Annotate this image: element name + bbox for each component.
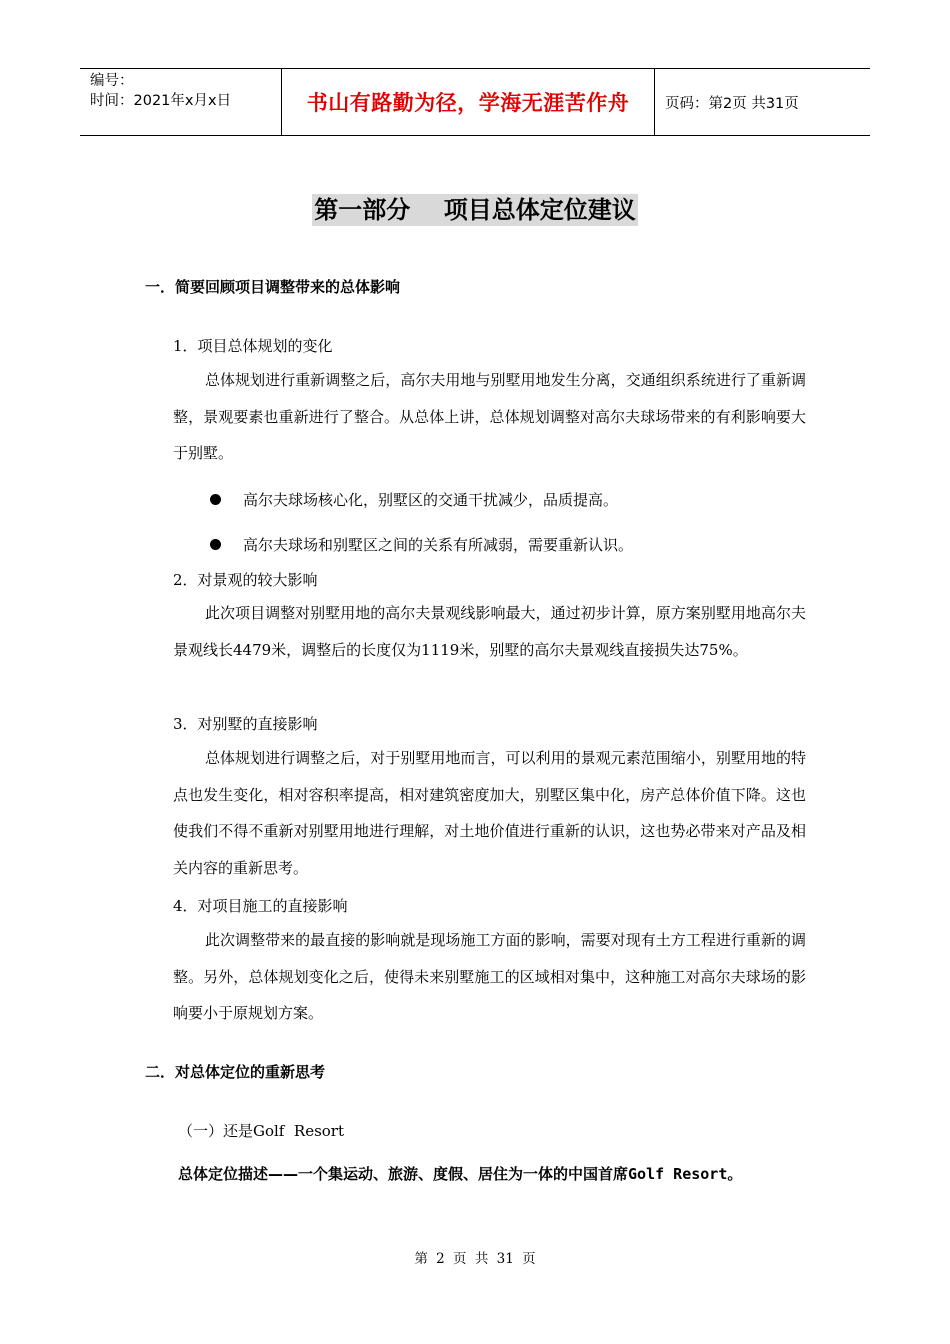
positioning-description [178,1163,742,1184]
item4-label: 4．对项目施工的直接影响 [173,897,348,915]
date-label: 时间：2021年x月x日 [90,93,232,109]
bullet-dot-icon [210,539,221,550]
bullet-text: 高尔夫球场和别墅区之间的关系有所减弱，需要重新认识。 [243,536,634,554]
item2-text: 此次项目调整对别墅用地的高尔夫景观线影响最大，通过初步计算，原方案别墅用地高尔夫景观线长4479米，调整后的长度仅为1119米，别墅的高尔夫景观线直接损失达75%。 [173,604,806,659]
header-motto: 书山有路勤为径，学海无涯苦作舟 [282,69,655,135]
description-prefix: 总体定位描述——一个集运动、旅游、度假、居住为一体的中国首席 [178,1165,629,1183]
section2-sub-label: （一）还是Golf Resort [178,1122,344,1140]
header-table [80,68,870,136]
header-left-cell [80,69,282,135]
item3-label: 3．对别墅的直接影响 [173,715,318,733]
page-footer: 第 2 页 共 31 页 [414,1251,536,1267]
number-label: 编号： [90,73,134,89]
bullet-item [210,489,618,510]
item2-label: 2．对景观的较大影响 [173,571,318,589]
item1-text: 总体规划进行重新调整之后，高尔夫用地与别墅用地发生分离，交通组织系统进行了重新调整，景观要素也重新进行了整合。从总体上讲，总体规划调整对高尔夫球场带来的有利影响要大于别墅。 [173,371,806,462]
description-suffix: Golf Resort。 [628,1165,743,1183]
item4-text: 此次调整带来的最直接的影响就是现场施工方面的影响，需要对现有土方工程进行重新的调整。另外，总体规划变化之后，使得未来别墅施工的区域相对集中，这种施工对高尔夫球场的影响要小于原规划方案。 [173,931,806,1022]
section1-heading: 一．简要回顾项目调整带来的总体影响 [145,278,401,296]
header-page-info: 页码：第2页 共31页 [665,95,799,112]
page-title: 第一部分 项目总体定位建议 [314,196,636,224]
bullet-dot-icon [210,494,221,505]
item1-label: 1．项目总体规划的变化 [173,337,333,355]
item3-text: 总体规划进行调整之后，对于别墅用地而言，可以利用的景观元素范围缩小，别墅用地的特点也发生变化，相对容积率提高，相对建筑密度加大，别墅区集中化，房产总体价值下降。这也使我们不得不重新对别墅用地进行理解，对土地价值进行重新的认识，这也势必带来对产品及相关内容的重新思考。 [173,749,806,877]
bullet-item [210,534,633,555]
page-title-wrap [0,190,950,225]
section2-heading: 二．对总体定位的重新思考 [145,1063,326,1081]
bullet-text: 高尔夫球场核心化，别墅区的交通干扰减少，品质提高。 [243,491,619,509]
